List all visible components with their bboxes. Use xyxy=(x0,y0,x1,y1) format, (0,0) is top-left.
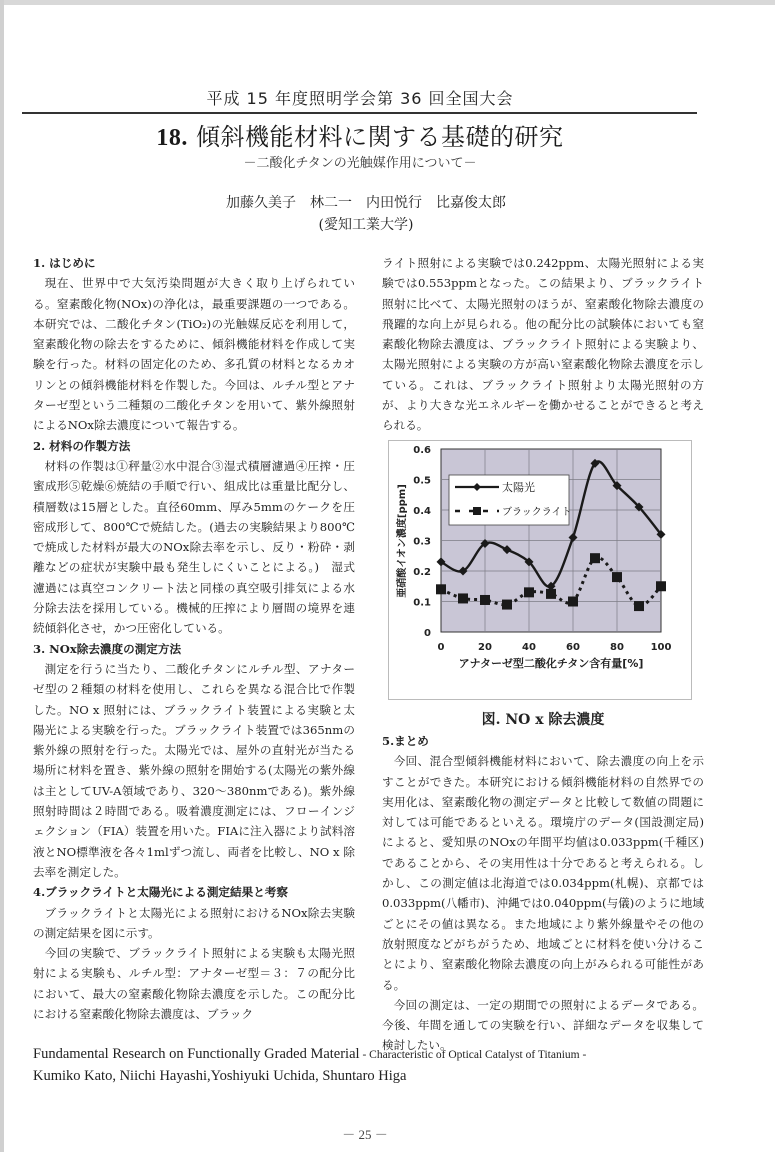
y-tick-label: 0.6 xyxy=(413,445,431,456)
conference-header: 平成 15 年度照明学会第 36 回全国大会 xyxy=(206,89,514,108)
section-body: 今回、混合型傾斜機能材料において、除去濃度の向上を示すことができた。本研究における傾斜機能材料の自然界での実用化は、窒素酸化物の測定データと比較して数値の問題に対しては可能であるといえる。環境庁のデータ(国設測定局)によると、愛知県のNOxの年間平均値は0.033ppm(千種区)であることから、その実用性は十分であると考えられる。しかし、この測定値は北海道では0.034ppm(札幌)、京都では0.033ppm(八幡市)、沖縄では0.040ppm(与儀)のように地域ごとにその値は異なる。また地域により紫外線量やその他の放射照度などがちがうため、地域ごとに材料を使い分けることにより、窒素酸化物除去濃度の向上がみられる可能性がある。 xyxy=(382,754,704,992)
section-body: 現在、世界中で大気汚染問題が大きく取り上げられている。窒素酸化物(NOx)の浄化は，最重要課題の一つである。本研究では、二酸化チタン(TiO₂)の光触媒反応を利用して，窒素酸化物の除去をするために、傾斜機能材料を作成して実験を行った。材料の固定化のため、多孔質の材料となるカオリンとの傾斜機能材料を作製した。今回は、ルチル型とアナターゼ型という二種類の二酸化チタンを用いて、紫外線照射によるNOx除去濃度について報告する。 xyxy=(33,276,355,433)
x-tick-label: 20 xyxy=(478,642,492,653)
authors: 加藤久美子 林二一 内田悦行 比嘉俊太郎 xyxy=(226,195,506,211)
y-tick-labels xyxy=(413,445,431,639)
legend xyxy=(449,475,572,525)
page-number: － 25 － xyxy=(342,1127,388,1142)
section-body: ブラックライトと太陽光による照射におけるNOx除去実験の測定結果を図に示す。 xyxy=(33,905,355,940)
paper-title xyxy=(0,117,720,152)
section-body: 今回の測定は、一定の期間での照射によるデータである。今後、年間を通しての実験を行い、詳細なデータを収集して検討したい。 xyxy=(382,997,704,1053)
affiliation: (愛知工業大学) xyxy=(318,217,414,233)
figure-chart xyxy=(388,440,692,700)
data-point-blacklight xyxy=(502,600,512,610)
paper-title-text: 傾斜機能材料に関する基礎的研究 xyxy=(196,123,564,151)
data-point-blacklight xyxy=(568,597,578,607)
page-edge xyxy=(0,0,4,1152)
right-column-continuation xyxy=(382,253,704,436)
data-point-blacklight xyxy=(458,593,468,603)
x-tick-label: 80 xyxy=(610,642,624,653)
data-point-blacklight xyxy=(480,595,490,605)
right-column-bottom xyxy=(382,731,704,1056)
x-tick-label: 100 xyxy=(650,642,672,653)
figure-caption: 図. NO x 除去濃度 xyxy=(481,712,605,728)
y-tick-label: 0.5 xyxy=(413,475,431,487)
data-point-blacklight xyxy=(590,553,600,563)
english-title-sub: - Characteristic of Optical Catalyst of Titanium - xyxy=(359,1049,587,1061)
y-tick-label: 0.4 xyxy=(413,506,431,517)
x-tick-labels xyxy=(438,642,672,653)
x-tick-label: 0 xyxy=(437,642,445,653)
y-axis-label: 亜硝酸イオン濃度[ppm] xyxy=(397,484,408,598)
data-point-blacklight xyxy=(546,589,556,599)
section-body: 測定を行うに当たり、二酸化チタンにルチル型、アナターゼ型の２種類の材料を使用し、これらを異なる混合比で作製した。NO x 照射には、ブラックライト装置による実験と太陽光による実験を行った。ブラックライト装置では365nmの紫外線の照射を行った。太陽光では、屋外の直射光が当たる場所に材料を置き、紫外線の照射を開始する(太陽光の紫外線は主としてUV-A領域であり、320～380nmである)。紫外線照射時間は２時間である。吸着濃度測定には、フローインジェクション（FIA）装置を用いた。FIAに注入器により試料溶液とNO標準液を各々1mlずつ流し、両者を比較し、NO x 除去率を測定した。 xyxy=(33,661,355,879)
data-point-blacklight xyxy=(634,601,644,611)
section-body-continuation: ライト照射による実験では0.242ppm、太陽光照射による実験では0.553ppmとなった。この結果より、ブラックライト照射に比べて、太陽光照射のほうが、窒素酸化物除去濃度の飛躍的な向上が見られる。他の配分比の試験体においても窒素酸化物除去濃度は、ブラックライト照射による実験より、太陽光照射による実験の方が高い窒素酸化物除去濃度を示している。これは、ブラックライト照射より太陽光照射の方が、より大きな光エネルギーを働かせることができると考えられる。 xyxy=(382,256,704,433)
section-heading: 3. NOx除去濃度の測定方法 xyxy=(33,641,182,656)
x-tick-label: 60 xyxy=(566,642,580,653)
section-body-continued: 今回の実験で、ブラックライト照射による実験も太陽光照射による実験も、ルチル型：アナターゼ型＝３：７の配分比において、最大の窒素酸化物除去濃度を示した。この配分比における窒素酸化物除去濃度は、ブラック xyxy=(33,946,355,1021)
section-body: 材料の作製は①秤量②水中混合③湿式積層濾過④圧搾・圧蜜成形⑤乾燥⑥焼結の手順で行い、組成比は重量比配分し、積層数は15層とした。直径60mm、厚み5mmのケークを圧密成形して、800℃で焼結した。(過去の実験結果より800℃で焼成した材料が最大のNOx除去率を示し、反り・粉砕・剥離などの症状が実験中最も発生しにくいことによる。) 湿式濾過には真空コンクリート法と同様の真空吸引排気による水分除去法を採用している。機械的圧搾により層間の境界を連続傾斜化させ，かつ圧密化している。 xyxy=(33,458,355,636)
y-tick-label: 0 xyxy=(424,628,431,639)
header-rule xyxy=(22,112,697,114)
y-tick-label: 0.1 xyxy=(413,597,431,609)
x-tick-label: 40 xyxy=(522,642,536,653)
legend-label-sun: 太陽光 xyxy=(502,481,535,494)
data-point-blacklight xyxy=(436,584,446,594)
page-edge xyxy=(0,0,775,5)
legend-marker-square xyxy=(473,507,481,515)
english-title-main: Fundamental Research on Functionally Graded Material xyxy=(33,1046,360,1062)
section-heading: 2. 材料の作製方法 xyxy=(33,438,131,453)
left-column xyxy=(33,253,355,1024)
y-tick-label: 0.3 xyxy=(413,536,431,548)
english-title xyxy=(33,1046,586,1063)
data-point-blacklight xyxy=(612,572,622,582)
english-authors: Kumiko Kato, Niichi Hayashi,Yoshiyuki Uchida, Shuntaro Higa xyxy=(33,1068,407,1084)
y-tick-label: 0.2 xyxy=(413,567,431,578)
section-heading: 1. はじめに xyxy=(33,256,96,270)
section-heading: 5.まとめ xyxy=(382,734,429,748)
legend-label-blacklight: ブラックライト xyxy=(502,507,572,518)
paper-subtitle: －二酸化チタンの光触媒作用について－ xyxy=(243,156,477,171)
data-point-blacklight xyxy=(656,581,666,591)
section-heading: 4.ブラックライトと太陽光による測定結果と考察 xyxy=(33,885,288,900)
paper-number: 18. xyxy=(156,125,188,151)
x-axis-label: アナターゼ型二酸化チタン含有量[%] xyxy=(458,657,644,670)
line-chart xyxy=(389,441,691,699)
data-point-blacklight xyxy=(524,587,534,597)
